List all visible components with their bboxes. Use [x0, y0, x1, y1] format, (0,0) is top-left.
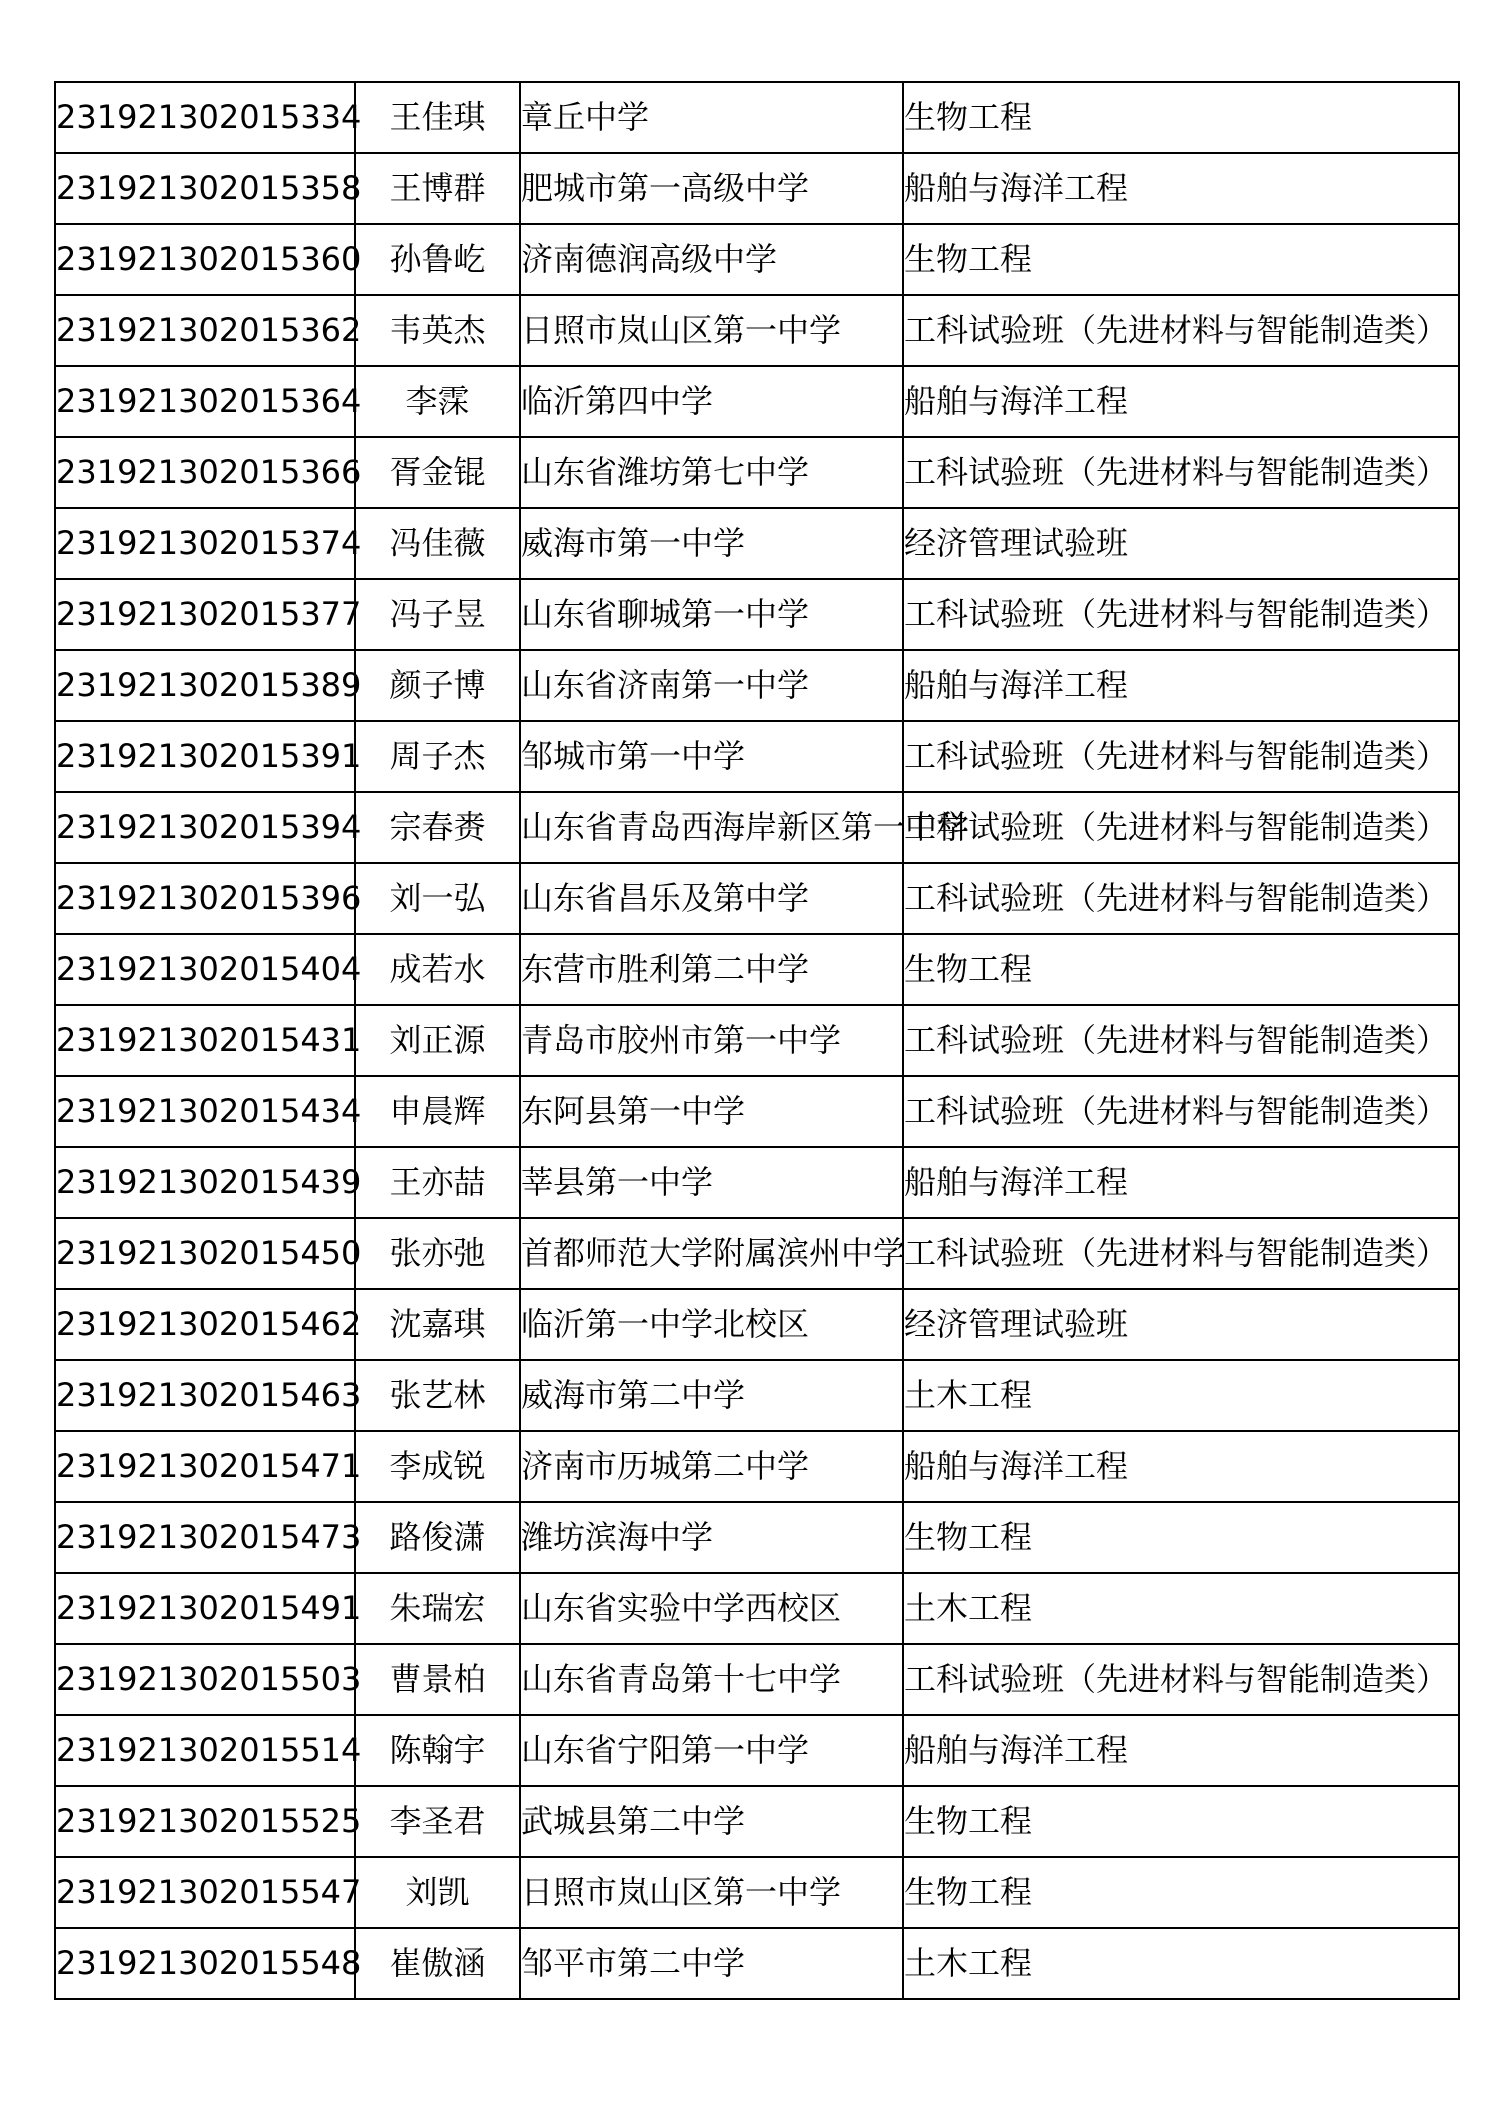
- major-cell: 工科试验班（先进材料与智能制造类）: [903, 579, 1459, 650]
- candidate-id-cell: 231921302015364: [55, 366, 355, 437]
- school-cell: 莘县第一中学: [520, 1147, 903, 1218]
- student-name-cell: 路俊潇: [355, 1502, 520, 1573]
- candidate-id-cell: 231921302015431: [55, 1005, 355, 1076]
- student-name-cell: 刘正源: [355, 1005, 520, 1076]
- candidate-id-cell: 231921302015547: [55, 1857, 355, 1928]
- candidate-id-cell: 231921302015503: [55, 1644, 355, 1715]
- student-name-cell: 朱瑞宏: [355, 1573, 520, 1644]
- student-name-cell: 张亦弛: [355, 1218, 520, 1289]
- candidate-id-cell: 231921302015391: [55, 721, 355, 792]
- table-row: [55, 650, 1459, 721]
- major-cell: 船舶与海洋工程: [903, 366, 1459, 437]
- student-name-cell: 王佳琪: [355, 82, 520, 153]
- major-cell: 生物工程: [903, 1857, 1459, 1928]
- candidate-id-cell: 231921302015525: [55, 1786, 355, 1857]
- school-cell: 日照市岚山区第一中学: [520, 295, 903, 366]
- table-row: [55, 1360, 1459, 1431]
- table-row: [55, 721, 1459, 792]
- table-row: [55, 153, 1459, 224]
- school-cell: 潍坊滨海中学: [520, 1502, 903, 1573]
- table-row: [55, 579, 1459, 650]
- school-cell: 山东省昌乐及第中学: [520, 863, 903, 934]
- major-cell: 船舶与海洋工程: [903, 1147, 1459, 1218]
- candidate-id-cell: 231921302015377: [55, 579, 355, 650]
- table-row: [55, 1431, 1459, 1502]
- major-cell: 工科试验班（先进材料与智能制造类）: [903, 721, 1459, 792]
- major-cell: 船舶与海洋工程: [903, 1715, 1459, 1786]
- candidate-id-cell: 231921302015360: [55, 224, 355, 295]
- student-name-cell: 李成锐: [355, 1431, 520, 1502]
- table-row: [55, 934, 1459, 1005]
- table-row: [55, 1644, 1459, 1715]
- student-name-cell: 冯子昱: [355, 579, 520, 650]
- table-row: [55, 1076, 1459, 1147]
- student-name-cell: 周子杰: [355, 721, 520, 792]
- table-row: [55, 1147, 1459, 1218]
- school-cell: 邹城市第一中学: [520, 721, 903, 792]
- major-cell: 工科试验班（先进材料与智能制造类）: [903, 437, 1459, 508]
- candidate-id-cell: 231921302015514: [55, 1715, 355, 1786]
- student-name-cell: 刘一弘: [355, 863, 520, 934]
- major-cell: 生物工程: [903, 934, 1459, 1005]
- major-cell: 生物工程: [903, 224, 1459, 295]
- major-cell: 工科试验班（先进材料与智能制造类）: [903, 1644, 1459, 1715]
- major-cell: 生物工程: [903, 1502, 1459, 1573]
- school-cell: 济南德润高级中学: [520, 224, 903, 295]
- candidate-id-cell: 231921302015462: [55, 1289, 355, 1360]
- admission-list-table: [54, 81, 1460, 2000]
- major-cell: 船舶与海洋工程: [903, 650, 1459, 721]
- candidate-id-cell: 231921302015491: [55, 1573, 355, 1644]
- candidate-id-cell: 231921302015450: [55, 1218, 355, 1289]
- table-row: [55, 366, 1459, 437]
- school-cell: 邹平市第二中学: [520, 1928, 903, 1999]
- school-cell: 山东省宁阳第一中学: [520, 1715, 903, 1786]
- student-name-cell: 冯佳薇: [355, 508, 520, 579]
- student-name-cell: 李圣君: [355, 1786, 520, 1857]
- student-name-cell: 刘凯: [355, 1857, 520, 1928]
- major-cell: 船舶与海洋工程: [903, 1431, 1459, 1502]
- major-cell: 工科试验班（先进材料与智能制造类）: [903, 1005, 1459, 1076]
- table-row: [55, 1786, 1459, 1857]
- table-row: [55, 437, 1459, 508]
- candidate-id-cell: 231921302015389: [55, 650, 355, 721]
- candidate-id-cell: 231921302015463: [55, 1360, 355, 1431]
- candidate-id-cell: 231921302015434: [55, 1076, 355, 1147]
- table-row: [55, 1218, 1459, 1289]
- major-cell: 经济管理试验班: [903, 1289, 1459, 1360]
- student-name-cell: 陈翰宇: [355, 1715, 520, 1786]
- school-cell: 山东省聊城第一中学: [520, 579, 903, 650]
- school-cell: 青岛市胶州市第一中学: [520, 1005, 903, 1076]
- major-cell: 工科试验班（先进材料与智能制造类）: [903, 295, 1459, 366]
- table-body: [55, 82, 1459, 1999]
- school-cell: 威海市第二中学: [520, 1360, 903, 1431]
- school-cell: 济南市历城第二中学: [520, 1431, 903, 1502]
- school-cell: 东阿县第一中学: [520, 1076, 903, 1147]
- candidate-id-cell: 231921302015548: [55, 1928, 355, 1999]
- candidate-id-cell: 231921302015471: [55, 1431, 355, 1502]
- table-row: [55, 1573, 1459, 1644]
- candidate-id-cell: 231921302015366: [55, 437, 355, 508]
- school-cell: 山东省青岛西海岸新区第一中学: [520, 792, 903, 863]
- major-cell: 土木工程: [903, 1928, 1459, 1999]
- major-cell: 经济管理试验班: [903, 508, 1459, 579]
- candidate-id-cell: 231921302015362: [55, 295, 355, 366]
- student-name-cell: 王博群: [355, 153, 520, 224]
- school-cell: 临沂第四中学: [520, 366, 903, 437]
- student-name-cell: 李霂: [355, 366, 520, 437]
- table-row: [55, 792, 1459, 863]
- major-cell: 工科试验班（先进材料与智能制造类）: [903, 792, 1459, 863]
- student-name-cell: 孙鲁屹: [355, 224, 520, 295]
- school-cell: 山东省潍坊第七中学: [520, 437, 903, 508]
- student-name-cell: 韦英杰: [355, 295, 520, 366]
- school-cell: 山东省青岛第十七中学: [520, 1644, 903, 1715]
- candidate-id-cell: 231921302015439: [55, 1147, 355, 1218]
- candidate-id-cell: 231921302015358: [55, 153, 355, 224]
- candidate-id-cell: 231921302015334: [55, 82, 355, 153]
- major-cell: 工科试验班（先进材料与智能制造类）: [903, 1218, 1459, 1289]
- student-name-cell: 申晨辉: [355, 1076, 520, 1147]
- school-cell: 肥城市第一高级中学: [520, 153, 903, 224]
- student-name-cell: 宗春赉: [355, 792, 520, 863]
- candidate-id-cell: 231921302015396: [55, 863, 355, 934]
- school-cell: 临沂第一中学北校区: [520, 1289, 903, 1360]
- school-cell: 山东省实验中学西校区: [520, 1573, 903, 1644]
- school-cell: 威海市第一中学: [520, 508, 903, 579]
- major-cell: 船舶与海洋工程: [903, 153, 1459, 224]
- table-row: [55, 508, 1459, 579]
- table-row: [55, 1289, 1459, 1360]
- student-name-cell: 王亦喆: [355, 1147, 520, 1218]
- school-cell: 山东省济南第一中学: [520, 650, 903, 721]
- school-cell: 东营市胜利第二中学: [520, 934, 903, 1005]
- major-cell: 工科试验班（先进材料与智能制造类）: [903, 1076, 1459, 1147]
- candidate-id-cell: 231921302015394: [55, 792, 355, 863]
- school-cell: 日照市岚山区第一中学: [520, 1857, 903, 1928]
- table-row: [55, 295, 1459, 366]
- school-cell: 首都师范大学附属滨州中学: [520, 1218, 903, 1289]
- student-name-cell: 胥金锟: [355, 437, 520, 508]
- major-cell: 土木工程: [903, 1360, 1459, 1431]
- table-row: [55, 1005, 1459, 1076]
- student-name-cell: 颜子博: [355, 650, 520, 721]
- table-row: [55, 1715, 1459, 1786]
- student-name-cell: 成若水: [355, 934, 520, 1005]
- student-name-cell: 崔傲涵: [355, 1928, 520, 1999]
- table-row: [55, 1857, 1459, 1928]
- table-row: [55, 1928, 1459, 1999]
- candidate-id-cell: 231921302015374: [55, 508, 355, 579]
- student-name-cell: 沈嘉琪: [355, 1289, 520, 1360]
- school-cell: 章丘中学: [520, 82, 903, 153]
- school-cell: 武城县第二中学: [520, 1786, 903, 1857]
- table-row: [55, 1502, 1459, 1573]
- major-cell: 工科试验班（先进材料与智能制造类）: [903, 863, 1459, 934]
- table-row: [55, 82, 1459, 153]
- table-row: [55, 224, 1459, 295]
- student-name-cell: 曹景柏: [355, 1644, 520, 1715]
- major-cell: 生物工程: [903, 82, 1459, 153]
- student-name-cell: 张艺林: [355, 1360, 520, 1431]
- table-row: [55, 863, 1459, 934]
- candidate-id-cell: 231921302015473: [55, 1502, 355, 1573]
- candidate-id-cell: 231921302015404: [55, 934, 355, 1005]
- major-cell: 土木工程: [903, 1573, 1459, 1644]
- major-cell: 生物工程: [903, 1786, 1459, 1857]
